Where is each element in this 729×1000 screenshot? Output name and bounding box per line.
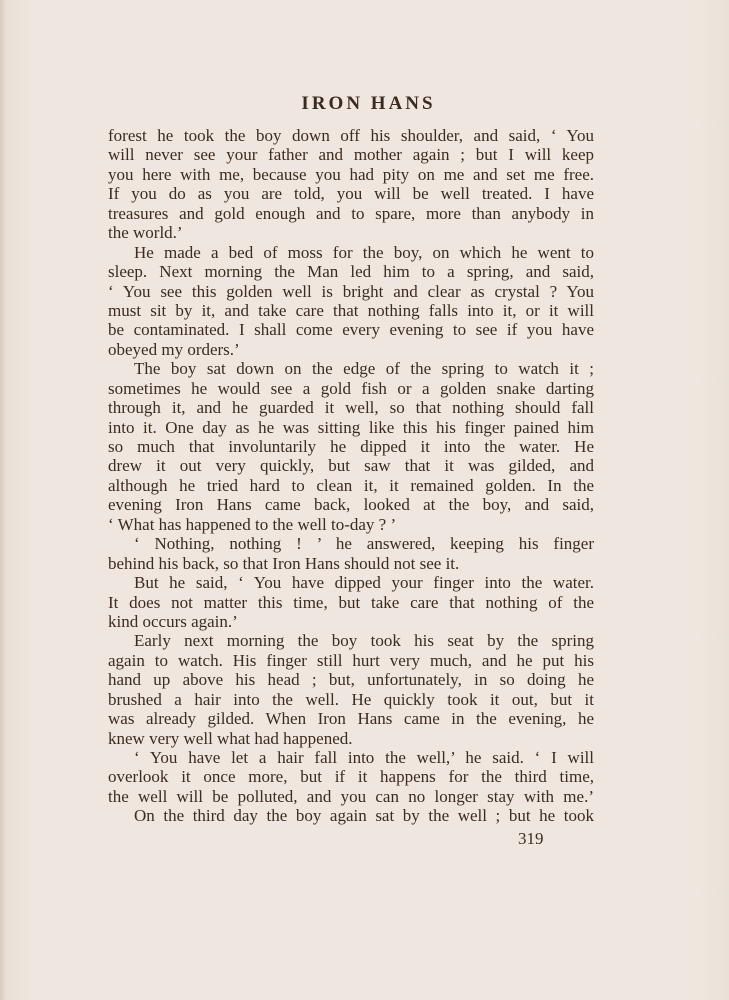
- text-line: through it, and he guarded it well, so that nothing should fall: [108, 398, 594, 418]
- text-line: behind his back, so that Iron Hans should not see it.: [108, 553, 460, 573]
- text-line: drew it out very quickly, but saw that it was gilded, and: [108, 456, 594, 476]
- text-line: kind occurs again.’: [108, 611, 238, 631]
- text-line: you here with me, because you had pity on me and set me free.: [108, 164, 594, 184]
- text-line: sometimes he would see a gold fish or a golden snake darting: [108, 378, 594, 398]
- text-line: again to watch. His finger still hurt very much, and he put his: [108, 650, 594, 670]
- text-line: Early next morning the boy took his seat by the spring: [134, 631, 594, 651]
- text-line: treasures and gold enough and to spare, more than anybody in: [108, 203, 594, 223]
- text-line: But he said, ‘ You have dipped your finger into the water.: [134, 573, 594, 593]
- page-gutter-shadow: [0, 0, 6, 1000]
- text-line: The boy sat down on the edge of the spring to watch it ;: [134, 359, 594, 379]
- text-line: the world.’: [108, 223, 183, 243]
- text-line: ‘ You have let a hair fall into the well,’ he said. ‘ I will: [134, 748, 594, 767]
- text-line: be contaminated. I shall come every evening to see if you have: [108, 320, 594, 340]
- text-line: evening Iron Hans came back, looked at the boy, and said,: [108, 495, 594, 515]
- text-line: If you do as you are told, you will be well treated. I have: [108, 184, 594, 204]
- text-line: into it. One day as he was sitting like this his finger pained him: [108, 417, 594, 437]
- text-line: must sit by it, and take care that nothing falls into it, or it will: [108, 300, 594, 320]
- text-line: obeyed my orders.’: [108, 339, 240, 359]
- text-line: will never see your father and mother again ; but I will keep: [108, 145, 594, 165]
- text-line: He made a bed of moss for the boy, on which he went to: [134, 242, 594, 262]
- text-line: hand up above his head ; but, unfortunately, in so doing he: [108, 670, 594, 690]
- text-line: although he tried hard to clean it, it remained golden. In the: [108, 475, 594, 495]
- text-line: It does not matter this time, but take care that nothing of the: [108, 592, 594, 612]
- text-line: sleep. Next morning the Man led him to a spring, and said,: [108, 262, 594, 282]
- page-number: 319: [518, 829, 544, 848]
- text-line: was already gilded. When Iron Hans came in the evening, he: [108, 709, 594, 729]
- text-line: the well will be polluted, and you can no longer stay with me.’: [108, 786, 594, 806]
- text-line: knew very well what had happened.: [108, 728, 353, 748]
- text-line: On the third day the boy again sat by the well ; but he took: [134, 806, 594, 826]
- text-line: ‘ What has happened to the well to-day ? ’: [108, 514, 397, 534]
- text-line: forest he took the boy down off his shoulder, and said, ‘ You: [108, 126, 594, 145]
- text-line: overlook it once more, but if it happens for the third time,: [108, 767, 594, 787]
- text-line: ‘ Nothing, nothing ! ’ he answered, keeping his finger: [134, 534, 594, 554]
- running-head: IRON HANS: [301, 93, 436, 114]
- text-line: so much that involuntarily he dipped it into the water. He: [108, 437, 594, 456]
- body-text: [108, 126, 594, 826]
- text-line: brushed a hair into the well. He quickly took it out, but it: [108, 689, 594, 709]
- text-line: ‘ You see this golden well is bright and clear as crystal ? You: [108, 281, 594, 301]
